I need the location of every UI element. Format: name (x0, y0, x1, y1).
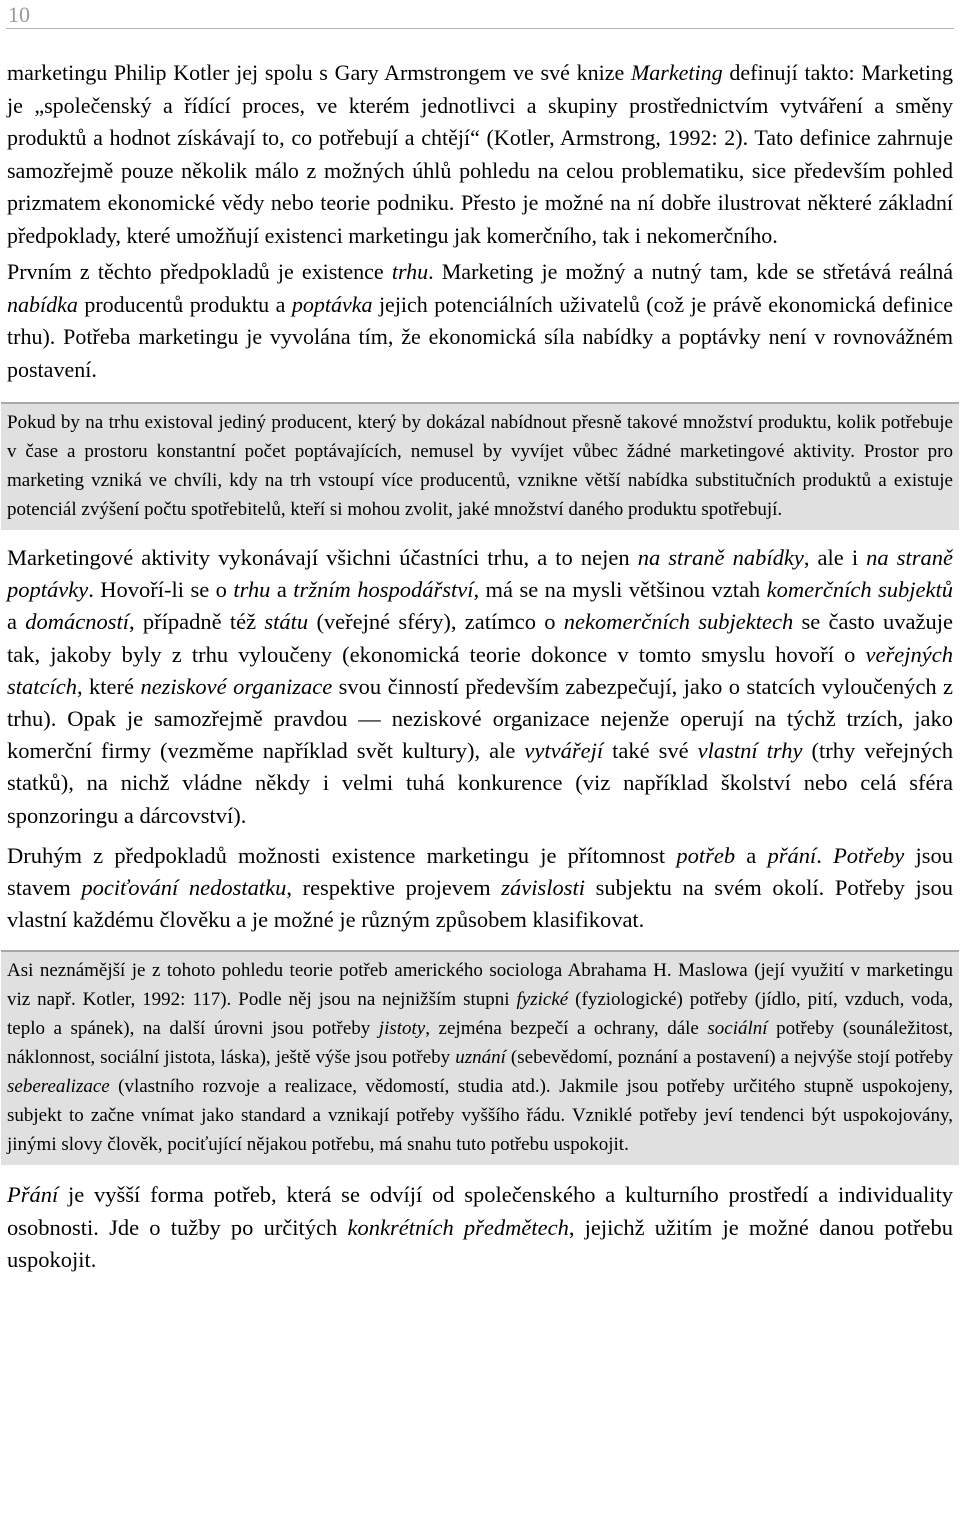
paragraph: Prvním z těchto předpokladů je existence trhu. Marketing je možný a nutný tam, kde se střetává reálná nabídka producentů produktu a poptávka jejich potenciálních uživatelů (což je právě ekonomická definice trhu). Potřeba marketingu je vyvolána tím, že ekonomická síla nabídky a poptávky není v rovnovážném postavení. (7, 259, 953, 382)
page-header (6, 0, 954, 29)
paragraph: Marketingové aktivity vykonávají všichni účastníci trhu, a to nejen na straně nabídky, ale i na straně poptávky. Hovoří-li se o trhu a tržním hospodářství, má se na mysli většinou vztah komerčních subjektů a domácností, případně též státu (veřejné sféry), zatímco o nekomerčních subjektech se často uvažuje tak, jakoby byly z trhu vyloučeny (ekonomická teorie dokonce v tomto smyslu hovoří o veřejných statcích, které neziskové organizace svou činností především zabezpečují, jako o statcích vyloučených z trhu). Opak je samozřejmě pravdou — neziskové organizace nejenže operují na týchž trzích, jako komerční firmy (vezměme například svět kultury), ale vytvářejí také své vlastní trhy (trhy veřejných statků), na nichž vládne někdy i velmi tuhá konkurence (viz například školství nebo celá sféra sponzoringu a dárcovství). (7, 545, 953, 828)
page-number: 10 (8, 2, 30, 27)
paragraph: marketingu Philip Kotler jej spolu s Gary Armstrongem ve své knize Marketing definují takto: Marketing je „společenský a řídící proces, ve kterém jednotlivci a skupiny prostřednictvím vytváření a směny produktů a hodnot získávají to, co potřebují a chtějí“ (Kotler, Armstrong, 1992: 2). Tato definice zahrnuje samozřejmě pouze několik málo z možných úhlů pohledu na celou problematiku, sice především pohled prizmatem ekonomické vědy nebo teorie podniku. Přesto je možné na ní dobře ilustrovat některé základní předpoklady, které umožňují existenci marketingu jak komerčního, tak i nekomerčního. (7, 60, 953, 248)
box-paragraph: Asi neznámější je z tohoto pohledu teorie potřeb amerického sociologa Abrahama H. Maslowa (její využití v marketingu viz např. Kotler, 1992: 117). Podle něj jsou na nejnižším stupni fyzické (fyziologické) potřeby (jídlo, pití, vzduch, voda, teplo a spánek), na další úrovni jsou potřeby jistoty, zejména bezpečí a ochrany, dále sociální potřeby (sounáležitost, náklonnost, sociální jistota, láska), ještě výše jsou potřeby uznání (sebevědomí, poznání a postavení) a nejvýše stojí potřeby seberealizace (vlastního rozvoje a realizace, vědomostí, studia atd.). Jakmile jsou potřeby určitého stupně uspokojeny, subjekt to začne vnímat jako standard a vznikají potřeby vyššího řádu. Vzniklé potřeby jeví tendenci být uspokojovány, jinými slovy člověk, pociťující nějakou potřebu, má snahu tuto potřebu uspokojit. (7, 960, 953, 1156)
paragraph: Přání je vyšší forma potřeb, která se odvíjí od společenského a kulturního prostředí a individuality osobnosti. Jde o tužby po určitých konkrétních předmětech, jejichž užitím je možné danou potřebu uspokojit. (7, 1182, 953, 1272)
paragraph: Druhým z předpokladů možnosti existence marketingu je přítomnost potřeb a přání. Potřeby jsou stavem pociťování nedostatku, respektive projevem závislosti subjektu na svém okolí. Potřeby jsou vlastní každému člověku a je možné je různým způsobem klasifikovat. (7, 842, 953, 933)
highlight-box (1, 402, 959, 530)
document-body (7, 57, 953, 1276)
highlight-box (1, 950, 959, 1165)
box-paragraph: Pokud by na trhu existoval jediný producent, který by dokázal nabídnout přesně takové množství produktu, kolik potřebuje v čase a prostoru konstantní počet poptávajících, nemusel by vyvíjet vůbec žádné marketingové aktivity. Prostor pro marketing vzniká ve chvíli, kdy na trh vstoupí více producentů, vznikne větší nabídka substitučních produktů a existuje potenciál zvýšení počtu spotřebitelů, kteří si mohou zvolit, jaké množství daného produktu spotřebují. (7, 412, 953, 520)
